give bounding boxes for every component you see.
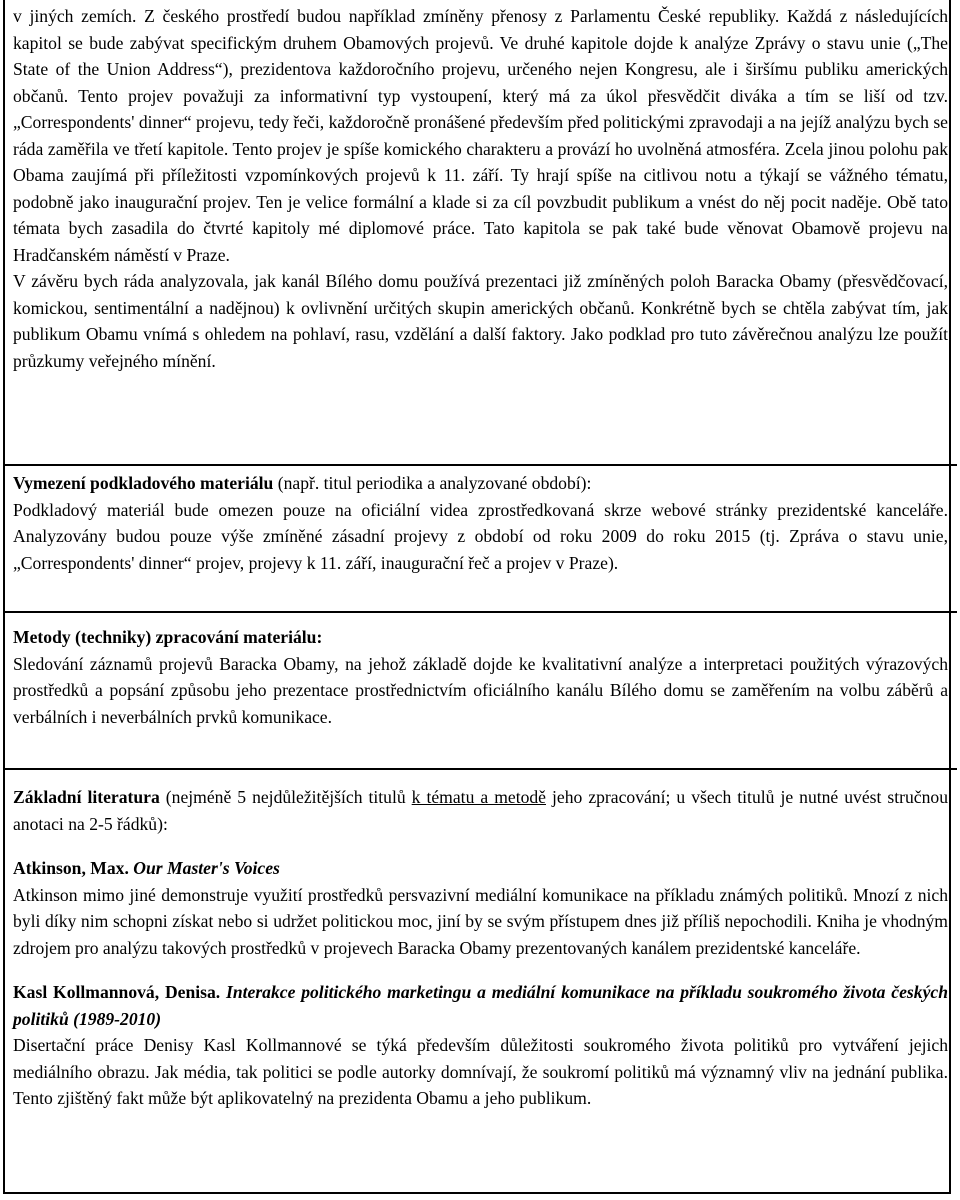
literature-item-2-author: Kasl Kollmannová, Denisa. [13, 982, 221, 1002]
literature-note-end: jeho zpracování; u všech titulů je nutné uvést stručnou anotaci na 2-5 řádků): [13, 787, 949, 834]
intro-paragraph-1: v jiných zemích. Z českého prostředí budou například zmíněny přenosy z Parlamentu České republiky. Každá z následujících kapitol se bude zabývat specifickým druhem Obamových projevů. Ve druhé kapitole dojde k analýze Zprávy o stavu unie („The State of the Union Address“), prezidentova každoročního projevu, určeného nejen Kongresu, ale i širšímu publiku amerických občanů. Tento projev považuji za informativní typ vystoupení, který má za úkol přesvědčit diváka a tím se liší od tzv. „Correspondents' dinner“ projevu, tedy řeči, každoročně pronášené především před politickými zpravodaji a na jejíž analýzu bych se ráda zaměřila ve třetí kapitole. Tento projev je spíše komického charakteru a provází ho uvolněná atmosféra. Zcela jinou polohu pak Obama zaujímá při příležitosti vzpomínkových projevů k 11. září. Ty hrají spíše na citlivou notu a týkají se vážného tématu, podobně jako inaugurační projev. Ten je velice formální a klade si za cíl povzbudit publikum a vnést do něj pocit naděje. Obě tato témata bych zasadila do čtvrté kapitoly mé diplomové práce. Tato kapitola se pak také bude věnovat Obamově projevu na Hradčanském náměstí v Praze. [13, 6, 948, 265]
material-block [13, 466, 948, 576]
literature-section [3, 770, 957, 1200]
intro-section [3, 0, 957, 466]
literature-item-2-title: Interakce politického marketingu a mediální komunikace na příkladu soukromého života českých politiků (1989-2010) [13, 982, 948, 1029]
methods-heading: Metody (techniky) zpracování materiálu: [13, 627, 323, 647]
methods-block [13, 613, 948, 730]
methods-section [3, 613, 957, 770]
literature-item-1-title: Our Master's Voices [133, 858, 280, 878]
literature-item-2-citation [13, 979, 948, 1032]
literature-item-1-citation [13, 855, 948, 882]
material-heading-note: (např. titul periodika a analyzované období): [273, 473, 592, 493]
material-heading: Vymezení podkladového materiálu [13, 473, 274, 493]
material-text: Podkladový materiál bude omezen pouze na oficiální videa zprostředkovaná skrze webové stránky prezidentské kanceláře. Analyzovány budou pouze výše zmíněné zásadní projevy z období od roku 2009 do roku 2015 (tj. Zpráva o stavu unie, „Correspondents' dinner“ projev, projevy k 11. září, inaugurační řeč a projev v Praze). [13, 499, 948, 573]
literature-item-1-annotation: Atkinson mimo jiné demonstruje využití prostředků persvazivní mediální komunikace na příkladu známých politiků. Mnozí z nich byli díky nim schopni získat nebo si udržet politickou moc, jiní by se svým přístupem dnes již příliš nepochodili. Kniha je vhodným zdrojem pro analýzu takových prostředků v projevech Baracka Obamy prezentovaných kanálem prezidentské kanceláře. [13, 884, 948, 958]
literature-heading: Základní literatura [13, 787, 160, 807]
intro-paragraph-2: V závěru bych ráda analyzovala, jak kanál Bílého domu používá prezentaci již zmíněných poloh Baracka Obamy (přesvědčovací, komickou, sentimentální a nadějnou) k ovlivnění určitých skupin amerických občanů. Konkrétně bych se chtěla zabývat tím, jak publikum Obamu vnímá s ohledem na pohlaví, rasu, vzdělání a další faktory. Jako podklad pro tuto závěrečnou analýzu lze použít průzkumy veřejného mínění. [13, 271, 948, 371]
literature-note: (nejméně 5 nejdůležitějších titulů [159, 787, 412, 807]
literature-heading-block [13, 770, 948, 837]
literature-note-underlined: k tématu a metodě [411, 787, 546, 807]
literature-item-1-author: Atkinson, Max. [13, 858, 129, 878]
literature-item-2-annotation: Disertační práce Denisy Kasl Kollmannové se týká především důležitosti soukromého života politiků pro vytváření jejich mediálního obrazu. Jak média, tak politici se podle autorky domnívají, že soukromí politiků má významný vliv na jednání publika. Tento zjištěný fakt může být aplikovatelný na prezidenta Obamu a jeho publikum. [13, 1035, 948, 1108]
material-section [3, 466, 957, 613]
methods-text: Sledování záznamů projevů Baracka Obamy, na jehož základě dojde ke kvalitativní analýze a interpretaci použitých výrazových prostředků a popsání způsobu jeho prezentace prostřednictvím oficiálního kanálu Bílého domu se zaměřením na volbu záběrů a verbálních i neverbálních prvků komunikace. [13, 653, 948, 727]
